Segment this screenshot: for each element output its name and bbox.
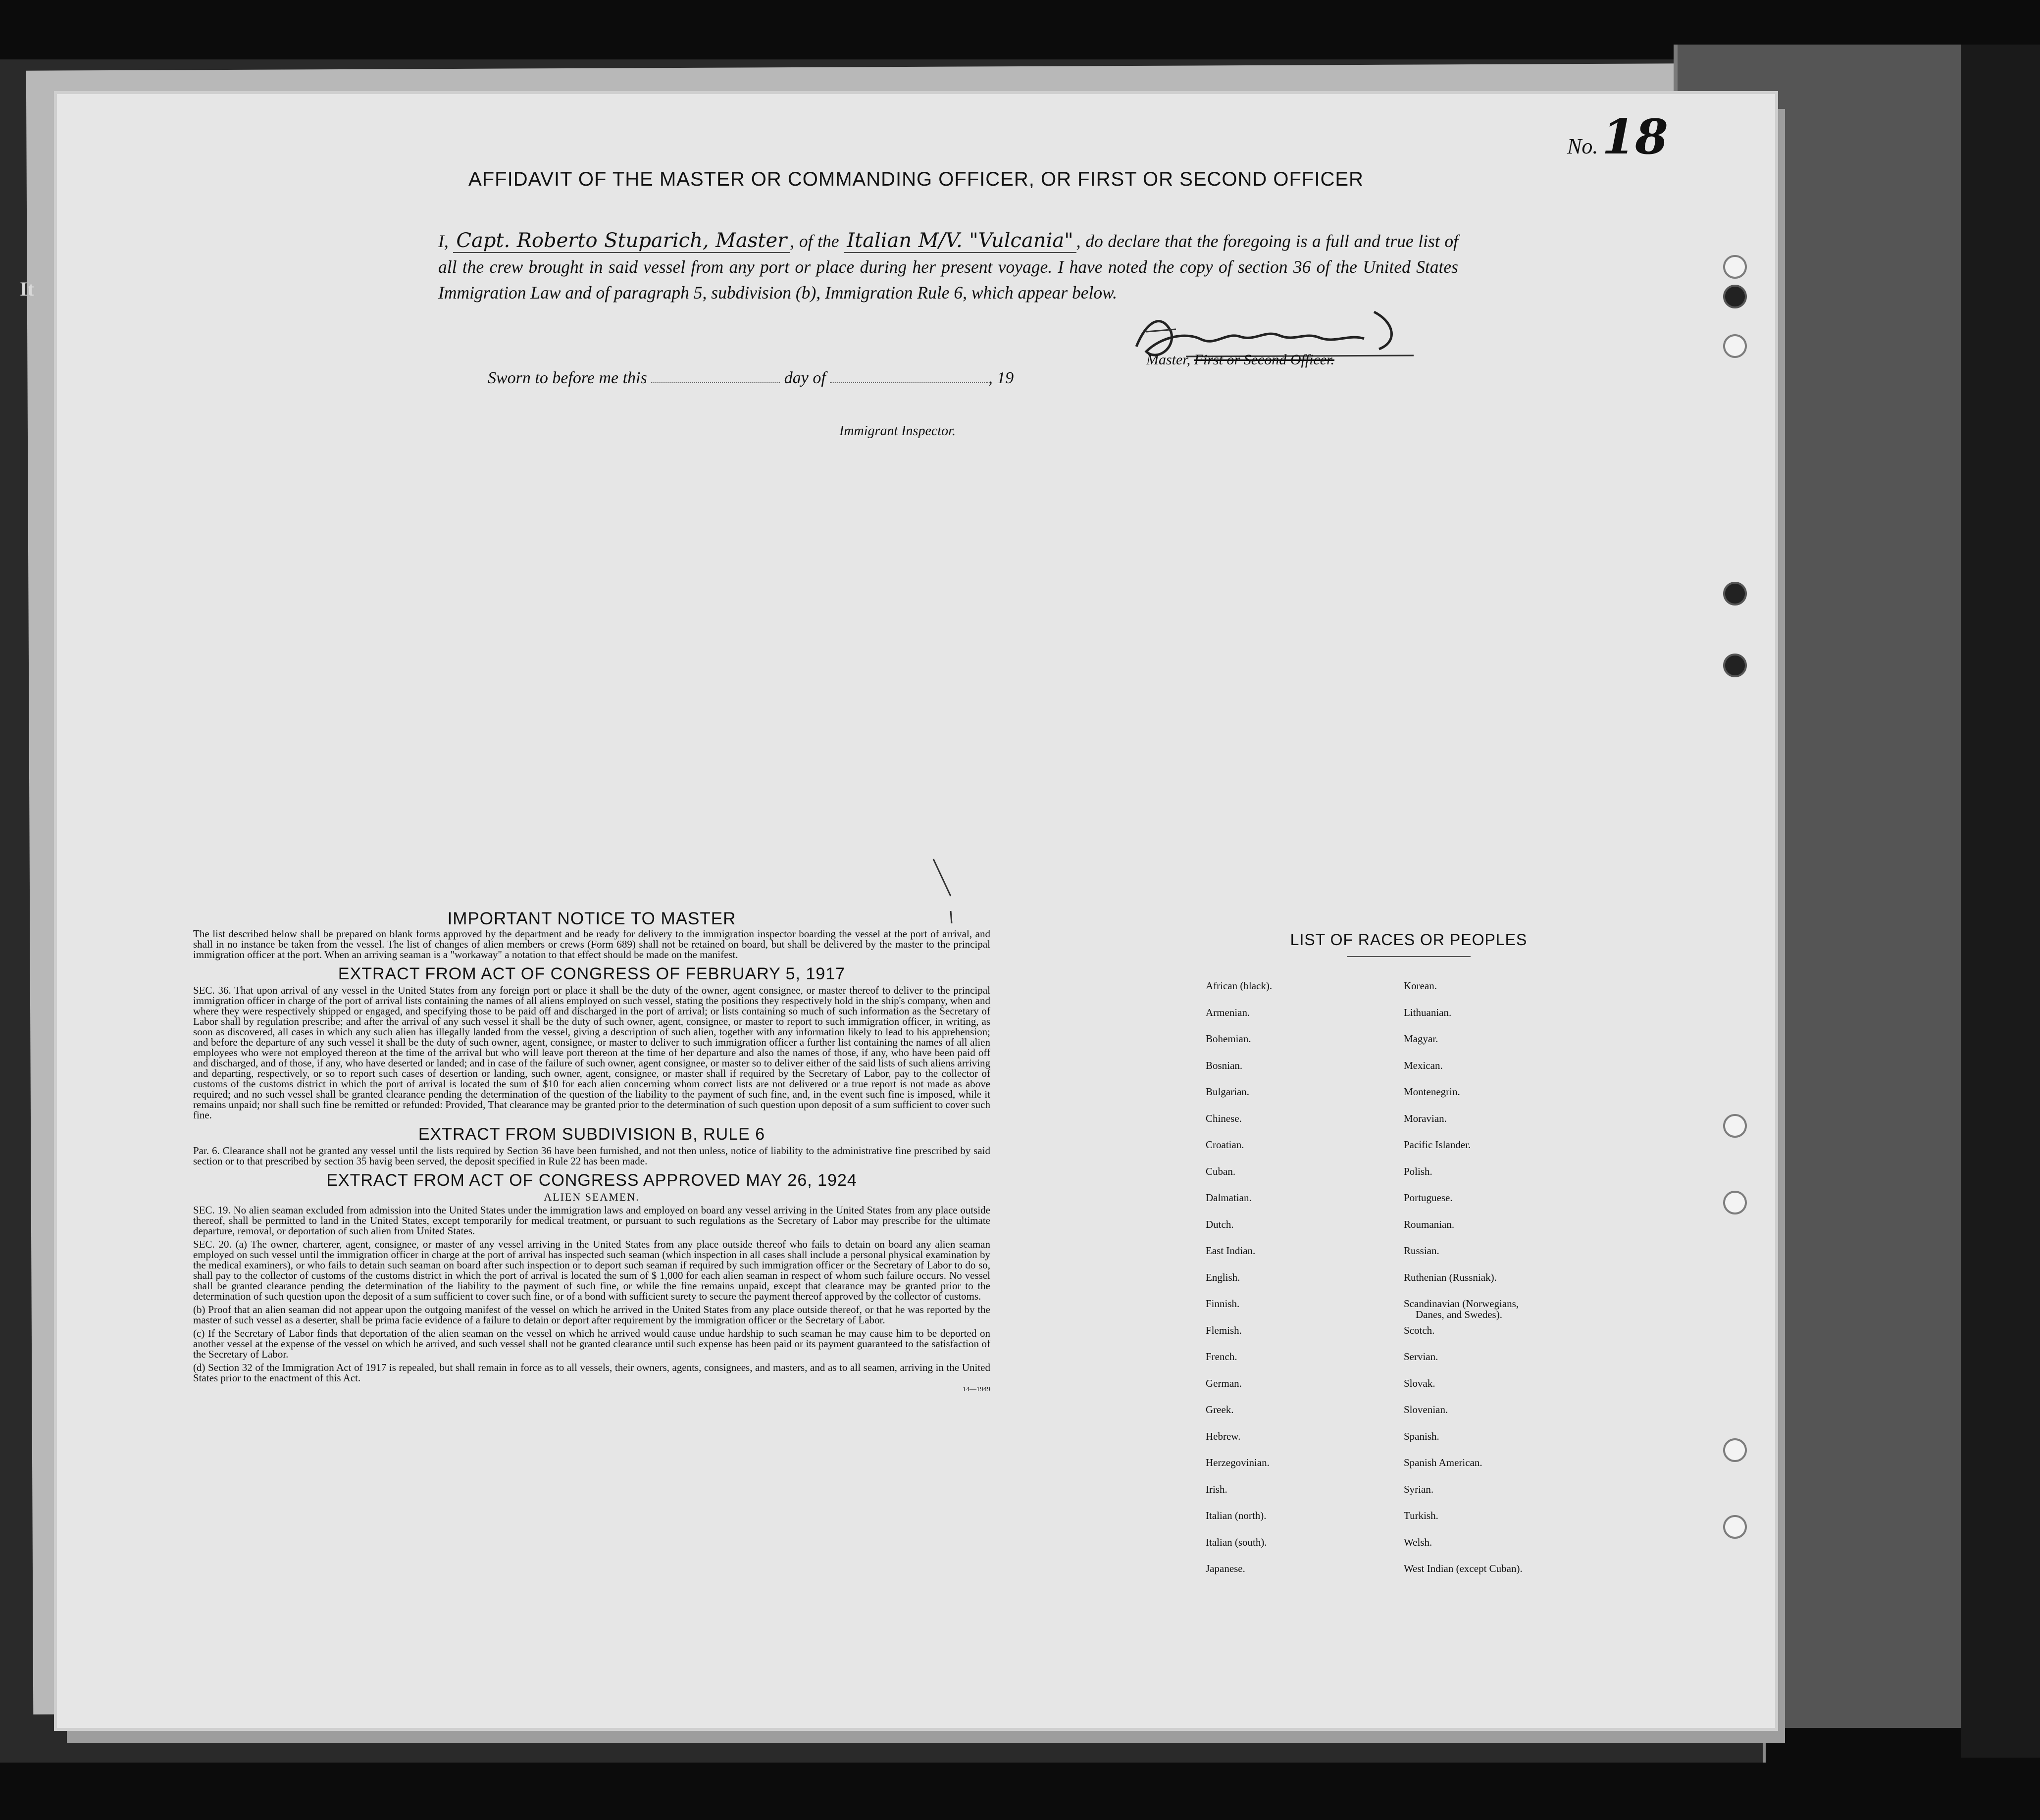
binder-hole <box>1723 285 1747 308</box>
manifest-page <box>57 94 1775 1728</box>
race-item: Syrian. <box>1404 1483 1434 1495</box>
race-item: Danes, and Swedes). <box>1416 1309 1502 1320</box>
extract-1917-title: EXTRACT FROM ACT OF CONGRESS OF FEBRUARY 5, 1917 <box>338 964 846 983</box>
race-item: African (black). <box>1206 980 1273 992</box>
race-item: Irish. <box>1206 1483 1227 1495</box>
extract-1924-sec20d: (d) Section 32 of the Immigration Act of 1917 is repealed, but shall remain in force as to all vessels, their owners, agents, consignees, and masters, and as to all seamen, arriving in the United States prior to the enactment of this Act. <box>193 1362 990 1384</box>
sworn-day-label: day of <box>784 369 826 387</box>
extract-rule6-title: EXTRACT FROM SUBDIVISION B, RULE 6 <box>418 1125 765 1144</box>
race-item: Flemish. <box>1206 1324 1242 1336</box>
affidavit-title: AFFIDAVIT OF THE MASTER OR COMMANDING OFFICER, OR FIRST OR SECOND OFFICER <box>468 168 1364 190</box>
race-item: Russian. <box>1404 1245 1439 1257</box>
race-item: Greek. <box>1206 1404 1234 1416</box>
sworn-prefix: Sworn to before me this <box>488 369 647 387</box>
signature-caption <box>1146 352 1334 368</box>
race-item: Scandinavian (Norwegians, <box>1404 1298 1519 1310</box>
race-item: Finnish. <box>1206 1298 1240 1310</box>
race-item: Dutch. <box>1206 1218 1234 1230</box>
race-item: Montenegrin. <box>1404 1086 1460 1098</box>
race-item: Hebrew. <box>1206 1430 1241 1442</box>
race-item: Bulgarian. <box>1206 1086 1250 1098</box>
race-item: Lithuanian. <box>1404 1006 1452 1018</box>
race-item: West Indian (except Cuban). <box>1404 1563 1523 1574</box>
race-item: Portuguese. <box>1404 1192 1453 1204</box>
binder-hole <box>1723 582 1747 606</box>
notice-intro: The list described below shall be prepared on blank forms approved by the department and be ready for delivery to the immigration inspector boarding the vessel at the port of arrival, and shall in no instance be taken from the vessel. The list of changes of alien members or crews (Form 689) shall not be retained on board, but shall be delivered by the master to the principal immigration officer at the port. When an arriving seaman is a "workaway" a notation to that effect should be made on the manifest. <box>193 928 990 961</box>
race-item: English. <box>1206 1271 1240 1283</box>
adjacent-page-fragment: It <box>20 278 34 300</box>
caption-master: Master, <box>1146 352 1191 368</box>
binder-hole <box>1723 1438 1747 1462</box>
race-item: Slovak. <box>1404 1377 1435 1389</box>
race-item: Bohemian. <box>1206 1033 1251 1045</box>
binder-hole <box>1723 255 1747 279</box>
sworn-year-label: , 19 <box>988 369 1014 387</box>
race-item: East Indian. <box>1206 1245 1256 1257</box>
races-title: LIST OF RACES OR PEOPLES <box>1290 931 1528 949</box>
race-item: Ruthenian (Russniak). <box>1404 1271 1497 1283</box>
binder-hole <box>1723 1515 1747 1539</box>
handwritten-master-name: Capt. Roberto Stuparich, Master <box>453 229 790 253</box>
race-item: Chinese. <box>1206 1112 1242 1124</box>
extract-1917-text: SEC. 36. That upon arrival of any vessel in the United States from any foreign port or place it shall be the duty of the owner, agent consignee, or master thereof to deliver to the principal immigration officer in charge of the port of arrival lists containing the names of all aliens employed on such vessel, stating the positions they respectively hold in the ship's company, when and where they were respectively shipped or engaged, and specifying those to be paid off and discharged in the port of arrival; or lists containing so much of such information as the Secretary of Labor shall by regulation prescribe; and after the arrival of any such vessel it shall be the duty of such owner, agent, consignee, or master to report to such immigration officer, in writing, as soon as discovered, all cases in which any such alien has illegally landed from the vessel, giving a description of such alien, together with any information likely to lead to his apprehension; and before the departure of any such vessel it shall be the duty of such owner, agent, consignee, or master to deliver to such immigration officer a further list containing the names of all alien employees who were not employed thereon at the time of the arrival but who will leave port thereon at the time of her departure and also the names of those, if any, who have been paid off and discharged, and of those, if any, who have deserted or landed; and in case of the failure of such owner, agent consignee, or master so to deliver either of the said lists of such aliens arriving and departing, respectively, or so to report such cases of desertion or landing, such owner, agent, consignee, or master shall if required by the Secretary of Labor, pay to the collector of customs of the customs district in which the port of arrival is located the sum of $10 for each alien concerning whom correct lists are not delivered or a true report is not made as above required; and no such vessel shall be granted clearance pending the determination of the question of the liability to the payment of such fine, and, in the event such fine is imposed, while it remains unpaid; nor shall such fine be remitted or refunded: Provided, That clearance may be granted prior to the determination of such question upon deposit of a sum sufficient to cover such fine. <box>193 984 990 1121</box>
binder-strip <box>1961 45 2040 1758</box>
form-code: 14—1949 <box>963 1386 990 1393</box>
race-item: Korean. <box>1404 980 1437 992</box>
sworn-day-blank <box>651 382 780 383</box>
race-item: French. <box>1206 1351 1237 1363</box>
race-item: Italian (south). <box>1206 1536 1267 1548</box>
binder-hole <box>1723 1114 1747 1138</box>
declaration-lead: I, <box>438 231 449 251</box>
race-item: Spanish American. <box>1404 1457 1482 1468</box>
inspector-caption: Immigrant Inspector. <box>839 423 956 439</box>
extract-1924-title: EXTRACT FROM ACT OF CONGRESS APPROVED MAY 26, 1924 <box>326 1171 857 1190</box>
race-item: Polish. <box>1404 1165 1432 1177</box>
races-title-rule <box>1347 956 1471 957</box>
sworn-month-blank <box>830 382 988 383</box>
race-item: Cuban. <box>1206 1165 1236 1177</box>
race-item: Servian. <box>1404 1351 1438 1363</box>
extract-rule6-text: Par. 6. Clearance shall not be granted any vessel until the lists required by Section 36 have been furnished, and not then unless, notice of liability to the administrative fine prescribed by said section or to that prescribed by section 35 havig been served, the deposit specified in Rule 22 has been made. <box>193 1145 990 1167</box>
race-item: Mexican. <box>1404 1059 1443 1071</box>
extract-1924-sec19: SEC. 19. No alien seaman excluded from admission into the United States under the immigration laws and employed on board any vessel arriving in the United States from any place outside thereof, shall be permitted to land in the United States, except temporarily for medical treatment, or pursuant to such regulations as the Secretary of Labor may prescribe for the ultimate departure, removal, or deportation of such alien from United States. <box>193 1204 990 1237</box>
race-item: Dalmatian. <box>1206 1192 1252 1204</box>
extract-1924-sec20c: (c) If the Secretary of Labor finds that deportation of the alien seaman on the vessel on which he arrived would cause undue hardship to such seaman he may cause him to be deported on another vessel at the expense of the vessel on which he arrived, and such vessel shall not be granted clearance until such expense has been paid or its payment guaranteed to the satisfaction of the Secretary of Labor. <box>193 1327 990 1360</box>
race-item: Welsh. <box>1404 1536 1432 1548</box>
binder-hole <box>1723 1191 1747 1214</box>
race-item: Bosnian. <box>1206 1059 1243 1071</box>
race-item: Japanese. <box>1206 1563 1245 1574</box>
page-number <box>1567 109 1668 165</box>
race-item: Turkish. <box>1404 1510 1438 1521</box>
sworn-line <box>488 369 1014 388</box>
race-item: Roumanian. <box>1404 1218 1455 1230</box>
extract-1924-subtitle: ALIEN SEAMEN. <box>544 1191 640 1203</box>
handwritten-vessel-name: Italian M/V. "Vulcania" <box>844 229 1076 253</box>
declaration-vessel-lead: , of the <box>790 231 839 251</box>
caption-struck-officer: First or Second Officer. <box>1194 352 1334 368</box>
binder-hole <box>1723 334 1747 358</box>
declaration-body: , do declare that the foregoing is a full and true list of all the crew brought in said vessel from any port or place during her present voyage. I have noted the copy of section 36 of the United States Immigration Law and of paragraph 5, subdivision (b), Immigration Rule 6, which appear below. <box>438 231 1459 303</box>
page-number-label: No. <box>1567 134 1598 158</box>
race-item: Moravian. <box>1404 1112 1447 1124</box>
race-item: Spanish. <box>1404 1430 1439 1442</box>
extract-1924-sec20b: (b) Proof that an alien seaman did not appear upon the outgoing manifest of the vessel on which he arrived in the United States from any place outside thereof, or that he was reported by the master of such vessel as a deserter, shall be prima facie evidence of a failure to detain or deport after requirement by the immigration officer or the Secretary of Labor. <box>193 1304 990 1326</box>
notice-to-master <box>193 909 990 1395</box>
race-item: Italian (north). <box>1206 1510 1267 1521</box>
binder-hole <box>1723 654 1747 677</box>
race-item: Croatian. <box>1206 1139 1244 1151</box>
races-list <box>1186 931 1632 1574</box>
race-item: German. <box>1206 1377 1242 1389</box>
page-number-value: 18 <box>1602 109 1668 165</box>
race-item: Armenian. <box>1206 1006 1250 1018</box>
affidavit-declaration <box>438 228 1458 305</box>
extract-1924-sec20a: SEC. 20. (a) The owner, charterer, agent, consignee, or master of any vessel arriving in the United States from any place outside thereof who fails to detain on board any alien seaman employed on such vessel until the immigration officer in charge at the port of arrival has inspected such seaman (which inspection in all cases shall include a personal physical examination by the medical examiners), or who fails to detain such seaman on board after such inspection or to deport such seaman if required by such immigration officer or the Secretary of Labor to do so, shall pay to the collector of customs of the customs district in which the port of arrival is located the sum of $ 1,000 for each alien seaman in respect of whom such failure occurs. No vessel shall be granted clearance pending the determination of the liability to the payment of such fine, or while the fine remains unpaid, except that clearance may be granted prior to the determination of such question upon the deposit of a sum sufficient to cover such fine, or of a bond with sufficient surety to secure the payment thereof approved by the collector of customs. <box>193 1238 990 1302</box>
race-item: Magyar. <box>1404 1033 1438 1045</box>
notice-title: IMPORTANT NOTICE TO MASTER <box>447 909 736 928</box>
race-item: Pacific Islander. <box>1404 1139 1471 1151</box>
race-item: Slovenian. <box>1404 1404 1448 1416</box>
race-item: Herzegovinian. <box>1206 1457 1270 1468</box>
race-item: Scotch. <box>1404 1324 1435 1336</box>
